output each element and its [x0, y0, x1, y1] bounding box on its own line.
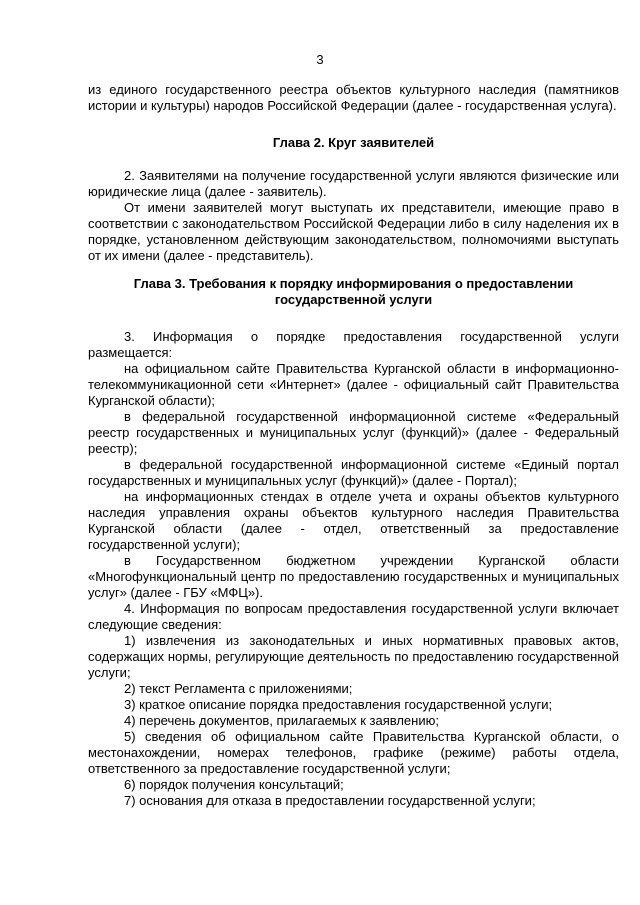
list-item-portal: в федеральной государственной информационной системе «Единый портал государственных и муниципальных услуг (функций)» (далее - Портал); [88, 457, 619, 488]
chapter-3-heading-line2: государственной услуги [274, 292, 433, 307]
paragraph-2: 2. Заявителями на получение государственной услуги являются физические или юридические лица (далее - заявитель). [88, 168, 619, 199]
intro-paragraph: из единого государственного реестра объектов культурного наследия (памятников истории и культуры) народов Российской Федерации (далее - государственная услуга). [88, 82, 619, 113]
list-item-4: 4) перечень документов, прилагаемых к заявлению; [124, 713, 439, 728]
chapter-3-heading-line1: Глава 3. Требования к порядку информирования о предоставлении [133, 276, 574, 291]
list-item-1: 1) извлечения из законодательных и иных нормативных правовых актов, содержащих нормы, регулирующие деятельность по предоставлению государственной услуги; [88, 633, 619, 680]
page-content [88, 82, 619, 809]
paragraph-2-representatives: От имени заявителей могут выступать их представители, имеющие право в соответствии с законодательством Российской Федерации либо в силу наделения их в порядке, установленном действующим законодательством, полномочиями выступать от их имени (далее - представитель). [88, 200, 619, 263]
list-item-federal-registry: в федеральной государственной информационной системе «Федеральный реестр государственных и муниципальных услуг (функций)» (далее - Федеральный реестр); [88, 409, 619, 456]
list-item-2: 2) текст Регламента с приложениями; [124, 681, 353, 696]
list-item-7: 7) основания для отказа в предоставлении государственной услуги; [124, 793, 536, 808]
paragraph-4: 4. Информация по вопросам предоставления государственной услуги включает следующие сведения: [88, 601, 619, 632]
paragraph-3: 3. Информация о порядке предоставления государственной услуги размещается: [88, 329, 619, 360]
list-item-3: 3) краткое описание порядка предоставления государственной услуги; [124, 697, 553, 712]
list-item-info-stands: на информационных стендах в отделе учета и охраны объектов культурного наследия управления охраны объектов культурного наследия Правительства Курганской области (далее - отдел, ответственный за предоставление государственной услуги); [88, 489, 619, 552]
list-item-official-site: на официальном сайте Правительства Курганской области в информационно-телекоммуникационной сети «Интернет» (далее - официальный сайт Правительства Курганской области); [88, 361, 619, 408]
chapter-2-heading: Глава 2. Круг заявителей [272, 135, 435, 150]
chapter-3-heading [88, 276, 619, 308]
list-item-5: 5) сведения об официальном сайте Правительства Курганской области, о местонахождении, номерах телефонов, графике (режиме) работы отдела, ответственного за предоставление государственной услуги; [88, 729, 619, 776]
page-number: 3 [316, 52, 324, 67]
list-item-6: 6) порядок получения консультаций; [124, 777, 344, 792]
list-item-mfc: в Государственном бюджетном учреждении Курганской области «Многофункциональный центр по предоставлению государственных и муниципальных услуг» (далее - ГБУ «МФЦ»). [88, 553, 619, 600]
